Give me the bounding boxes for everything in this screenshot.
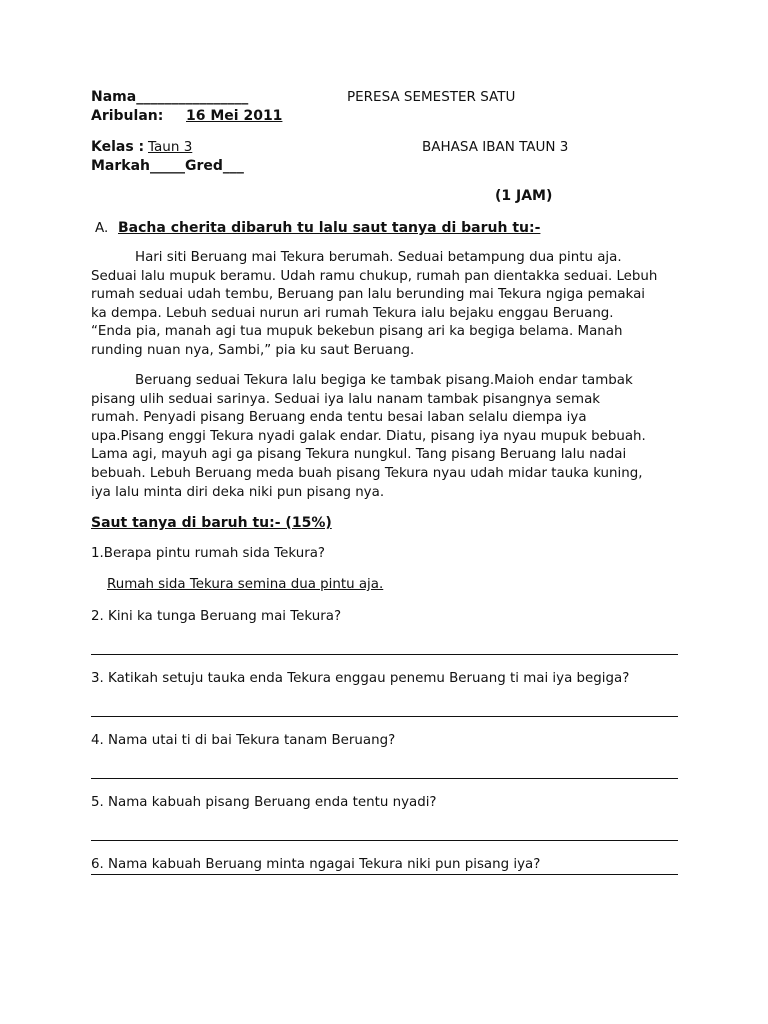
paragraph-line: iya lalu minta diri deka niki pun pisang nya. [91, 484, 385, 500]
paragraph-line: bebuah. Lebuh Beruang meda buah pisang Tekura nyau udah midar tauka kuning, [91, 465, 643, 481]
subject-title: BAHASA IBAN TAUN 3 [422, 139, 569, 155]
class-value: Taun 3 [148, 139, 193, 155]
paragraph-line: runding nuan nya, Sambi,” pia ku saut Beruang. [91, 342, 415, 358]
paragraph-line: “Enda pia, manah agi tua mupuk bekebun pisang ari ka begiga belama. Manah [91, 324, 623, 340]
answer-line[interactable] [91, 716, 678, 717]
answer-line[interactable] [91, 840, 678, 841]
date-label: Aribulan: [91, 108, 164, 124]
section-instruction: Bacha cherita dibaruh tu lalu saut tanya di baruh tu:- [118, 220, 541, 236]
duration-label: (1 JAM) [495, 188, 553, 204]
sample-answer: Rumah sida Tekura semina dua pintu aja. [107, 577, 384, 592]
paragraph-line: rumah. Penyadi pisang Beruang enda tentu besai laban selalu diempa iya [91, 410, 587, 426]
question-5: 5. Nama kabuah pisang Beruang enda tentu nyadi? [91, 795, 437, 810]
paragraph-line: pisang ulih seduai sarinya. Seduai iya lalu nanam tambak pisangnya semak [91, 391, 601, 407]
section-letter: A. [95, 220, 109, 236]
class-label: Kelas : [91, 139, 145, 155]
paragraph-line: upa.Pisang enggi Tekura nyadi galak endar. Diatu, pisang iya nyau mupuk bebuah. [91, 428, 646, 444]
answer-line[interactable] [91, 778, 678, 779]
paragraph-line: Beruang seduai Tekura lalu begiga ke tambak pisang.Maioh endar tambak [135, 373, 633, 388]
paragraph-line: Lama agi, mayuh agi ga pisang Tekura nungkul. Tang pisang Beruang lalu nadai [91, 447, 627, 463]
paragraph-line: ka dempa. Lebuh seduai nurun ari rumah Tekura ialu bejaku enggau Beruang. [91, 305, 614, 321]
story-paragraph-1 [91, 249, 681, 361]
answer-line[interactable] [91, 874, 678, 875]
question-2: 2. Kini ka tunga Beruang mai Tekura? [91, 609, 342, 624]
name-label: Nama________________ [91, 89, 249, 105]
marks-grade-label: Markah_____Gred___ [91, 158, 244, 174]
exam-title: PERESA SEMESTER SATU [347, 89, 516, 105]
date-value: 16 Mei 2011 [186, 108, 283, 124]
story-paragraph-2 [91, 372, 681, 502]
question-1: 1.Berapa pintu rumah sida Tekura? [91, 546, 326, 561]
paragraph-line: Hari siti Beruang mai Tekura berumah. Seduai betampung dua pintu aja. [135, 250, 622, 265]
paragraph-line: Seduai lalu mupuk beramu. Udah ramu chukup, rumah pan dientakka seduai. Lebuh [91, 268, 658, 284]
question-3: 3. Katikah setuju tauka enda Tekura enggau penemu Beruang ti mai iya begiga? [91, 671, 630, 686]
paragraph-line: rumah seduai udah tembu, Beruang pan lalu berunding mai Tekura ngiga pemakai [91, 287, 645, 303]
question-4: 4. Nama utai ti di bai Tekura tanam Beruang? [91, 733, 396, 748]
question-6: 6. Nama kabuah Beruang minta ngagai Tekura niki pun pisang iya? [91, 857, 541, 872]
questions-heading: Saut tanya di baruh tu:- (15%) [91, 515, 332, 531]
answer-line[interactable] [91, 654, 678, 655]
